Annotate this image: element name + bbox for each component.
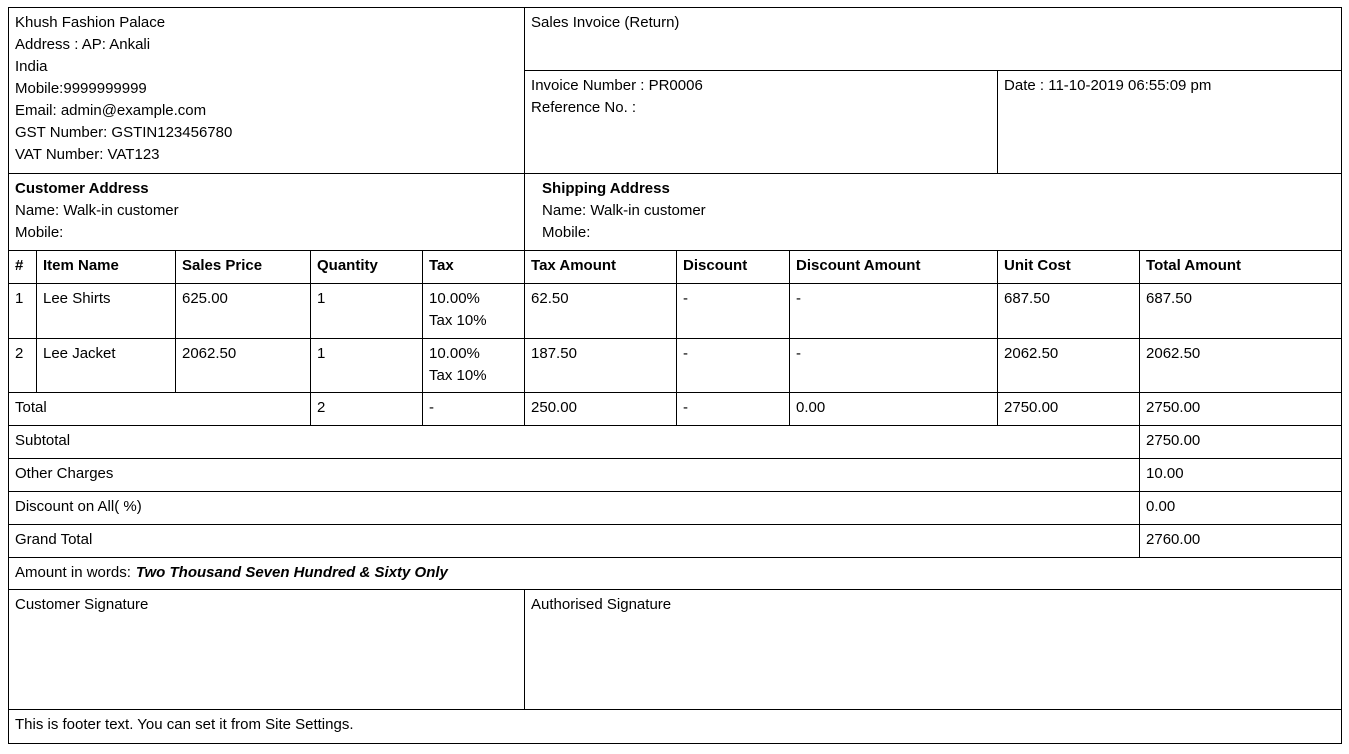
- total-unit-cost: 2750.00: [998, 393, 1140, 426]
- shipping-mobile: Mobile:: [542, 224, 591, 241]
- summary-row: [9, 459, 1342, 492]
- customer-mobile: Mobile:: [15, 224, 64, 241]
- invoice-title: Sales Invoice (Return): [525, 8, 1342, 71]
- column-header-item-name: Item Name: [37, 251, 176, 284]
- column-header-tax: Tax: [423, 251, 525, 284]
- item-unit-cost: 687.50: [998, 284, 1140, 339]
- item-tax-rate: 10.00%: [429, 290, 480, 307]
- item-sno: 2: [9, 339, 37, 393]
- summary-row: [9, 525, 1342, 558]
- discount-on-all-label: Discount on All( %): [9, 492, 1140, 525]
- grand-total-label: Grand Total: [9, 525, 1140, 558]
- authorised-signature-cell: Authorised Signature: [525, 590, 1342, 710]
- item-quantity: 1: [311, 339, 423, 393]
- seller-gst-number: GST Number: GSTIN123456780: [15, 124, 233, 141]
- column-header-sno: #: [9, 251, 37, 284]
- total-tax: -: [423, 393, 525, 426]
- total-discount: -: [677, 393, 790, 426]
- amount-in-words-label: Amount in words:: [15, 564, 131, 581]
- item-tax: [423, 339, 525, 393]
- subtotal-label: Subtotal: [9, 426, 1140, 459]
- footer-text: This is footer text. You can set it from Site Settings.: [9, 710, 1342, 744]
- reference-number: Reference No. :: [531, 99, 637, 116]
- signature-row: [9, 590, 1342, 710]
- amount-in-words-row: [9, 558, 1342, 590]
- summary-row: [9, 492, 1342, 525]
- grand-total-value: 2760.00: [1140, 525, 1342, 558]
- other-charges-value: 10.00: [1140, 459, 1342, 492]
- item-tax-name: Tax 10%: [429, 367, 487, 384]
- item-tax-amount: 187.50: [525, 339, 677, 393]
- summary-row: [9, 426, 1342, 459]
- item-sno: 1: [9, 284, 37, 339]
- item-sales-price: 2062.50: [176, 339, 311, 393]
- total-quantity: 2: [311, 393, 423, 426]
- item-name: Lee Jacket: [37, 339, 176, 393]
- item-discount-amount: -: [790, 339, 998, 393]
- amount-in-words-value: Two Thousand Seven Hundred & Sixty Only: [135, 564, 448, 581]
- column-header-unit-cost: Unit Cost: [998, 251, 1140, 284]
- customer-name: Name: Walk-in customer: [15, 202, 179, 219]
- item-row: [9, 284, 1342, 339]
- seller-mobile: Mobile:9999999999: [15, 80, 147, 97]
- item-row: [9, 339, 1342, 393]
- invoice-number-cell: [525, 71, 998, 174]
- shipping-address-cell: [525, 174, 1342, 251]
- column-header-quantity: Quantity: [311, 251, 423, 284]
- shipping-address-heading: Shipping Address: [542, 180, 670, 197]
- footer-row: [9, 710, 1342, 744]
- total-label: Total: [9, 393, 311, 426]
- customer-address-heading: Customer Address: [15, 180, 149, 197]
- amount-in-words-cell: [9, 558, 1342, 590]
- total-tax-amount: 250.00: [525, 393, 677, 426]
- seller-vat-number: VAT Number: VAT123: [15, 146, 160, 163]
- item-discount: -: [677, 339, 790, 393]
- other-charges-label: Other Charges: [9, 459, 1140, 492]
- item-tax-name: Tax 10%: [429, 312, 487, 329]
- item-discount-amount: -: [790, 284, 998, 339]
- subtotal-value: 2750.00: [1140, 426, 1342, 459]
- seller-info-cell: [9, 8, 525, 174]
- shipping-name: Name: Walk-in customer: [542, 202, 706, 219]
- invoice-table: [8, 7, 1342, 744]
- column-header-total-amount: Total Amount: [1140, 251, 1342, 284]
- customer-address-cell: [9, 174, 525, 251]
- item-tax: [423, 284, 525, 339]
- item-tax-rate: 10.00%: [429, 345, 480, 362]
- items-header-row: [9, 251, 1342, 284]
- seller-email: Email: admin@example.com: [15, 102, 207, 119]
- header-row-1: [9, 8, 1342, 71]
- item-unit-cost: 2062.50: [998, 339, 1140, 393]
- invoice-number: Invoice Number : PR0006: [531, 77, 703, 94]
- column-header-tax-amount: Tax Amount: [525, 251, 677, 284]
- column-header-discount: Discount: [677, 251, 790, 284]
- seller-name: Khush Fashion Palace: [15, 14, 166, 31]
- item-discount: -: [677, 284, 790, 339]
- invoice-date: Date : 11-10-2019 06:55:09 pm: [998, 71, 1342, 174]
- item-sales-price: 625.00: [176, 284, 311, 339]
- item-total-amount: 687.50: [1140, 284, 1342, 339]
- column-header-discount-amount: Discount Amount: [790, 251, 998, 284]
- total-discount-amount: 0.00: [790, 393, 998, 426]
- seller-address-line1: Address : AP: Ankali: [15, 36, 151, 53]
- item-total-amount: 2062.50: [1140, 339, 1342, 393]
- item-name: Lee Shirts: [37, 284, 176, 339]
- items-total-row: [9, 393, 1342, 426]
- address-row: [9, 174, 1342, 251]
- item-tax-amount: 62.50: [525, 284, 677, 339]
- item-quantity: 1: [311, 284, 423, 339]
- customer-signature-cell: Customer Signature: [9, 590, 525, 710]
- total-total-amount: 2750.00: [1140, 393, 1342, 426]
- discount-on-all-value: 0.00: [1140, 492, 1342, 525]
- seller-address-line2: India: [15, 58, 48, 75]
- column-header-sales-price: Sales Price: [176, 251, 311, 284]
